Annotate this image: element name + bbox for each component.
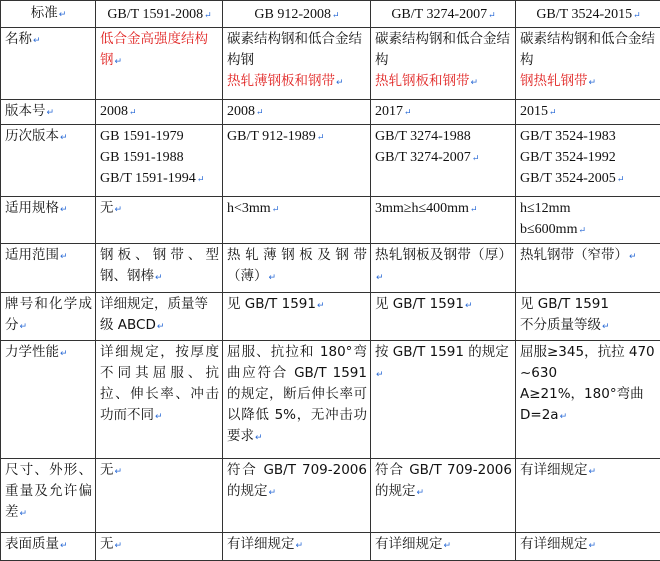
table-row-surface — [1, 532, 660, 560]
grade-cell-gb3274: 见 GB/T 1591↵ — [371, 292, 516, 341]
history-line: GB/T 3274-1988 — [375, 128, 471, 144]
grade-line: 见 GB/T 1591 — [520, 295, 609, 312]
grade-cell-gb3524 — [516, 292, 660, 341]
spec-cell-gb3274: 3mm≥h≤400mm↵ — [371, 197, 516, 244]
name-cell-gb912 — [223, 28, 371, 99]
history-cell-gb1591 — [96, 124, 223, 196]
table-row-spec — [1, 197, 660, 244]
spec-line: h≤12mm — [520, 201, 571, 217]
spec-cell-gb912: h<3mm↵ — [223, 197, 371, 244]
table-row-dimensions — [1, 459, 660, 532]
header-cell-standard: 标准↵ — [1, 1, 96, 28]
version-cell: 2015↵ — [516, 99, 660, 124]
header-cell-gb1591: GB/T 1591-2008↵ — [96, 1, 223, 28]
row-label-grade: 牌号和化学成分↵ — [1, 292, 96, 341]
table-row-name — [1, 28, 660, 99]
history-line: GB 1591-1979 — [100, 128, 184, 144]
version-cell: 2008↵ — [96, 99, 223, 124]
dim-cell-gb3524: 有详细规定↵ — [516, 459, 660, 532]
name-text-black: 碳素结构钢和低合金结构 — [520, 31, 655, 69]
header-cell-gb912: GB 912-2008↵ — [223, 1, 371, 28]
surface-cell-gb1591: 无↵ — [96, 532, 223, 560]
history-line: GB/T 3524-2005↵ — [520, 170, 625, 186]
name-cell-gb3274 — [371, 28, 516, 99]
row-label-mechanical: 力学性能↵ — [1, 341, 96, 459]
row-label-history: 历次版本↵ — [1, 124, 96, 196]
history-cell-gb3524 — [516, 124, 660, 196]
row-label-scope: 适用范围↵ — [1, 243, 96, 292]
row-label-dimensions: 尺寸、外形、重量及允许偏差↵ — [1, 459, 96, 532]
spec-cell-gb1591: 无↵ — [96, 197, 223, 244]
name-text-black: 碳素结构钢和低合金结构钢 — [227, 31, 362, 69]
mech-cell-gb912: 屈服、抗拉和 180°弯曲应符合 GB/T 1591 的规定，断后伸长率可以降低 5%，无冲击功要求↵ — [223, 341, 371, 459]
history-line: GB 1591-1988 — [100, 149, 184, 165]
spec-line: b≤600mm↵ — [520, 222, 587, 238]
name-text-red: 热轧薄钢板和钢带↵ — [227, 73, 344, 90]
scope-cell-gb1591: 钢板、钢带、型钢、钢棒↵ — [96, 243, 223, 292]
grade-cell-gb1591: 详细规定，质量等级 ABCD↵ — [96, 292, 223, 341]
row-label-surface: 表面质量↵ — [1, 532, 96, 560]
history-cell-gb912 — [223, 124, 371, 196]
row-label-name: 名称↵ — [1, 28, 96, 99]
surface-cell-gb3524: 有详细规定↵ — [516, 532, 660, 560]
scope-cell-gb3524: 热轧钢带（窄带）↵ — [516, 243, 660, 292]
mech-line: 屈服≥345，抗拉 470~630 — [520, 344, 655, 382]
history-line: GB/T 3274-2007↵ — [375, 149, 480, 165]
history-line: GB/T 912-1989↵ — [227, 128, 325, 144]
spec-cell-gb3524 — [516, 197, 660, 244]
table-row-scope — [1, 243, 660, 292]
mech-cell-gb3524 — [516, 341, 660, 459]
history-cell-gb3274 — [371, 124, 516, 196]
dim-cell-gb3274: 符合 GB/T 709-2006 的规定↵ — [371, 459, 516, 532]
mech-line: A≥21%，180°弯曲 D=2a↵ — [520, 386, 644, 424]
name-cell-gb1591: 低合金高强度结构钢↵ — [96, 28, 223, 99]
table-row-mechanical — [1, 341, 660, 459]
row-label-spec: 适用规格↵ — [1, 197, 96, 244]
grade-line: 不分质量等级↵ — [520, 316, 610, 333]
mech-cell-gb3274: 按 GB/T 1591 的规定↵ — [371, 341, 516, 459]
name-text-black: 碳素结构钢和低合金结构 — [375, 31, 510, 69]
header-cell-gb3274: GB/T 3274-2007↵ — [371, 1, 516, 28]
scope-cell-gb912: 热轧薄钢板及钢带（薄）↵ — [223, 243, 371, 292]
header-cell-gb3524: GB/T 3524-2015↵ — [516, 1, 660, 28]
table-row-version — [1, 99, 660, 124]
history-line: GB/T 3524-1992 — [520, 149, 616, 165]
row-label-version: 版本号↵ — [1, 99, 96, 124]
table-header-row — [1, 1, 660, 28]
scope-cell-gb3274: 热轧钢板及钢带（厚）↵ — [371, 243, 516, 292]
version-cell: 2008↵ — [223, 99, 371, 124]
surface-cell-gb912: 有详细规定↵ — [223, 532, 371, 560]
name-cell-gb3524 — [516, 28, 660, 99]
history-line: GB/T 3524-1983 — [520, 128, 616, 144]
name-text-red: 热轧钢板和钢带↵ — [375, 73, 479, 90]
name-text-red: 钢热轧钢带↵ — [520, 73, 597, 90]
grade-cell-gb912: 见 GB/T 1591↵ — [223, 292, 371, 341]
table-row-grade — [1, 292, 660, 341]
history-line: GB/T 1591-1994↵ — [100, 170, 205, 186]
dim-cell-gb912: 符合 GB/T 709-2006 的规定↵ — [223, 459, 371, 532]
dim-cell-gb1591: 无↵ — [96, 459, 223, 532]
surface-cell-gb3274: 有详细规定↵ — [371, 532, 516, 560]
mech-cell-gb1591: 详细规定，按厚度不同其屈服、抗拉、伸长率、冲击功而不同↵ — [96, 341, 223, 459]
table-row-history — [1, 124, 660, 196]
version-cell: 2017↵ — [371, 99, 516, 124]
